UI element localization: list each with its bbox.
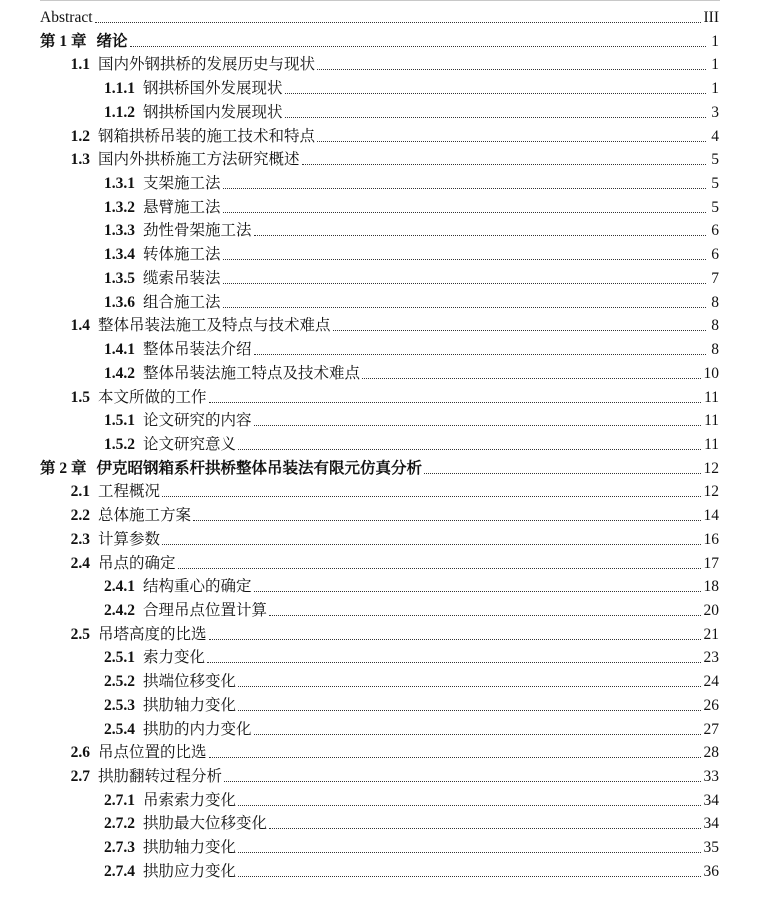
dot-leader	[238, 686, 700, 687]
toc-entry-number: 1.3.2	[104, 198, 135, 216]
toc-entry[interactable]	[40, 457, 719, 479]
toc-entry-page: 3	[711, 103, 719, 121]
dot-leader	[223, 212, 706, 213]
dot-leader	[238, 710, 700, 711]
toc-entry-number: 2.5.4	[104, 720, 135, 738]
toc-entry-number: 1.1	[70, 56, 90, 74]
toc-entry-page: 11	[704, 412, 719, 430]
toc-entry-page: 18	[703, 578, 719, 596]
toc-entry-title: 组合施工法	[143, 293, 221, 311]
toc-entry-page: 17	[703, 554, 719, 572]
toc-entry-title: Abstract	[40, 9, 93, 26]
toc-entry-page: 24	[703, 673, 719, 691]
toc-entry-title: 悬臂施工法	[143, 198, 221, 216]
toc-entry-title: 整体吊装法施工特点及技术难点	[143, 364, 361, 382]
toc-entry[interactable]	[62, 765, 719, 787]
toc-entry-title: 钢拱桥国外发展现状	[143, 80, 283, 98]
toc-entry-number: 1.5.2	[104, 435, 135, 453]
toc-entry[interactable]	[104, 172, 719, 194]
toc-entry[interactable]	[104, 718, 719, 740]
toc-entry-page: 33	[703, 768, 719, 786]
toc-entry[interactable]	[62, 552, 719, 574]
toc-entry-number: 1.3.4	[104, 246, 135, 264]
toc-entry-number: 1.4.2	[104, 364, 135, 382]
toc-entry-title: 钢拱桥国内发展现状	[143, 103, 283, 121]
dot-leader	[333, 330, 706, 331]
toc-entry-page: 10	[703, 364, 719, 382]
toc-entry-number: 2.7.1	[104, 791, 135, 809]
toc-entry-number: 2.3	[70, 530, 90, 548]
toc-entry-number: 2.7	[70, 768, 90, 786]
dot-leader	[224, 781, 700, 782]
dot-leader	[209, 757, 701, 758]
toc-entry-title: 本文所做的工作	[98, 388, 207, 406]
toc-entry[interactable]	[104, 267, 719, 289]
toc-entry-number: 2.4	[70, 554, 90, 572]
dot-leader	[209, 639, 701, 640]
toc-entry[interactable]	[62, 386, 719, 408]
toc-entry-number: 1.3.1	[104, 175, 135, 193]
toc-entry[interactable]	[104, 243, 719, 265]
toc-entry-number: 2.7.3	[104, 839, 135, 857]
toc-entry[interactable]	[40, 6, 719, 28]
toc-entry-page: 11	[704, 435, 719, 453]
dot-leader	[178, 568, 701, 569]
toc-entry-title: 国内外钢拱桥的发展历史与现状	[98, 56, 316, 74]
toc-entry-title: 吊索索力变化	[143, 791, 237, 809]
toc-entry-number: 第 2 章	[40, 459, 87, 477]
toc-entry-number: 2.2	[70, 507, 90, 525]
dot-leader	[269, 828, 700, 829]
dot-leader	[254, 354, 706, 355]
dot-leader	[209, 402, 702, 403]
dot-leader	[317, 69, 706, 70]
dot-leader	[238, 449, 701, 450]
toc-entry-number: 1.3.6	[104, 293, 135, 311]
dot-leader	[223, 283, 706, 284]
toc-entry-title: 整体吊装法介绍	[143, 341, 252, 359]
toc-entry-page: 14	[703, 507, 719, 525]
toc-entry-page: 8	[711, 341, 719, 359]
toc-entry-title: 吊点位置的比选	[98, 744, 207, 762]
toc-entry-title: 缆索吊装法	[143, 269, 221, 287]
toc-entry-number: 2.7.2	[104, 815, 135, 833]
toc-entry-title: 支架施工法	[143, 175, 221, 193]
toc-entry-page: 5	[711, 151, 719, 169]
toc-entry-title: 劲性骨架施工法	[143, 222, 252, 240]
toc-entry-number: 1.2	[70, 127, 90, 145]
dot-leader	[162, 544, 700, 545]
toc-entry-page: 11	[704, 388, 719, 406]
toc-entry-number: 1.5	[70, 388, 90, 406]
toc-entry[interactable]	[104, 338, 719, 360]
toc-entry-page: 12	[703, 459, 719, 477]
toc-entry-number: 2.4.2	[104, 602, 135, 619]
toc-entry-number: 第 1 章	[40, 32, 87, 50]
toc-entry[interactable]	[104, 409, 719, 431]
toc-entry-title: 索力变化	[143, 649, 206, 667]
toc-entry-title: 结构重心的确定	[143, 578, 252, 596]
toc-entry-title: 论文研究意义	[143, 435, 237, 453]
toc-entry-page: 26	[703, 696, 719, 714]
toc-entry-page: 21	[703, 625, 719, 643]
toc-entry[interactable]	[104, 812, 719, 834]
toc-entry[interactable]	[104, 836, 719, 858]
toc-entry-page: 1	[711, 80, 719, 98]
toc-entry[interactable]	[62, 148, 719, 170]
dot-leader	[424, 473, 700, 474]
dot-leader	[254, 235, 706, 236]
toc-entry-page: 4	[711, 127, 719, 145]
toc-entry-number: 2.5	[70, 625, 90, 643]
toc-entry[interactable]	[104, 670, 719, 692]
toc-entry[interactable]	[104, 219, 719, 241]
toc-entry[interactable]	[104, 599, 719, 621]
toc-entry-page: 1	[711, 32, 719, 50]
toc-entry-number: 1.3.5	[104, 269, 135, 287]
toc-entry[interactable]	[62, 480, 719, 502]
toc-entry-page: 8	[711, 293, 719, 311]
toc-entry-title: 工程概况	[98, 483, 161, 501]
toc-entry[interactable]	[104, 362, 719, 384]
toc-entry-title: 论文研究的内容	[143, 412, 252, 430]
dot-leader	[130, 46, 706, 47]
toc-entry-page: 23	[703, 649, 719, 667]
dot-leader	[285, 117, 706, 118]
dot-leader	[223, 307, 706, 308]
dot-leader	[302, 164, 706, 165]
toc-entry-page: 34	[703, 815, 719, 833]
toc-entry-page: 20	[703, 602, 719, 619]
toc-entry-page: 27	[703, 720, 719, 738]
toc-entry-number: 2.5.1	[104, 649, 135, 667]
dot-leader	[254, 591, 701, 592]
toc-entry-page: 7	[711, 269, 719, 287]
toc-entry-title: 钢箱拱桥吊装的施工技术和特点	[98, 127, 316, 145]
top-rule	[40, 0, 720, 1]
toc-entry-title: 吊点的确定	[98, 554, 176, 572]
toc-entry-page: 6	[711, 246, 719, 264]
toc-entry[interactable]	[62, 528, 719, 550]
dot-leader	[238, 876, 700, 877]
toc-entry-title: 拱端位移变化	[143, 673, 237, 691]
toc-entry-number: 2.7.4	[104, 862, 135, 880]
toc-entry[interactable]	[104, 860, 719, 882]
toc-entry-number: 2.5.3	[104, 696, 135, 714]
toc-entry-number: 2.4.1	[104, 578, 135, 596]
dot-leader	[238, 805, 700, 806]
toc-entry-page: 12	[703, 483, 719, 501]
toc-entry-number: 1.4.1	[104, 341, 135, 359]
dot-leader	[269, 615, 700, 616]
dot-leader	[162, 496, 700, 497]
dot-leader	[317, 141, 706, 142]
toc-entry-page: 36	[703, 862, 719, 880]
toc-entry-title: 拱肋最大位移变化	[143, 815, 268, 833]
toc-entry-page: 8	[711, 317, 719, 335]
toc-entry-title: 计算参数	[98, 530, 161, 548]
dot-leader	[95, 22, 701, 23]
toc-entry[interactable]	[104, 575, 719, 597]
toc-entry-number: 2.5.2	[104, 673, 135, 691]
toc-entry-number: 1.5.1	[104, 412, 135, 430]
toc-entry[interactable]	[104, 646, 719, 668]
toc-entry-number: 1.4	[70, 317, 90, 335]
toc-entry[interactable]	[104, 694, 719, 716]
toc-entry-number: 2.1	[70, 483, 90, 501]
dot-leader	[238, 852, 700, 853]
toc-entry-title: 伊克昭钢箱系杆拱桥整体吊装法有限元仿真分析	[96, 459, 423, 477]
toc-entry-title: 拱肋翻转过程分析	[98, 768, 223, 786]
toc-entry-page: 5	[711, 198, 719, 216]
toc-entry-number: 1.3.3	[104, 222, 135, 240]
toc-entry-page: 5	[711, 175, 719, 193]
dot-leader	[193, 520, 700, 521]
toc-entry-title: 国内外拱桥施工方法研究概述	[98, 151, 300, 169]
toc-entry[interactable]	[62, 125, 719, 147]
toc-entry-page: 6	[711, 222, 719, 240]
toc-entry-title: 拱肋轴力变化	[143, 696, 237, 714]
toc-entry-number: 2.6	[70, 744, 90, 762]
toc-entry-page: 34	[703, 791, 719, 809]
toc-entry-title: 转体施工法	[143, 246, 221, 264]
toc-entry-title: 拱肋的内力变化	[143, 720, 252, 738]
toc-entry[interactable]	[104, 789, 719, 811]
dot-leader	[254, 425, 702, 426]
toc-entry-title: 整体吊装法施工及特点与技术难点	[98, 317, 331, 335]
toc-entry-title: 拱肋应力变化	[143, 862, 237, 880]
dot-leader	[285, 93, 706, 94]
toc-entry-title: 总体施工方案	[98, 507, 192, 525]
toc-entry-page: 35	[703, 839, 719, 857]
dot-leader	[223, 188, 706, 189]
dot-leader	[254, 734, 701, 735]
toc-entry-page: 28	[703, 744, 719, 762]
toc-entry-title: 合理吊点位置计算	[143, 602, 268, 619]
toc-entry-number: 1.1.2	[104, 103, 135, 121]
toc-entry[interactable]	[62, 53, 719, 75]
toc-entry-title: 吊塔高度的比选	[98, 625, 207, 643]
toc-entry-number: 1.3	[70, 151, 90, 169]
toc-entry-page: III	[703, 9, 719, 26]
toc-entry-number: 1.1.1	[104, 80, 135, 98]
toc-entry[interactable]	[62, 623, 719, 645]
toc-entry[interactable]	[104, 291, 719, 313]
toc-entry-title: 拱肋轴力变化	[143, 839, 237, 857]
toc-entry-page: 1	[711, 56, 719, 74]
toc-entry-title: 绪论	[96, 32, 128, 50]
toc-entry-page: 16	[703, 530, 719, 548]
toc-entry[interactable]	[62, 504, 719, 526]
dot-leader	[207, 662, 700, 663]
dot-leader	[223, 259, 706, 260]
toc-entry[interactable]	[40, 30, 719, 52]
toc-entry[interactable]	[104, 77, 719, 99]
toc-entry[interactable]	[104, 196, 719, 218]
toc-entry[interactable]	[62, 314, 719, 336]
toc-entry[interactable]	[104, 101, 719, 123]
toc-entry[interactable]	[104, 433, 719, 455]
toc-entry[interactable]	[62, 741, 719, 763]
dot-leader	[362, 378, 700, 379]
